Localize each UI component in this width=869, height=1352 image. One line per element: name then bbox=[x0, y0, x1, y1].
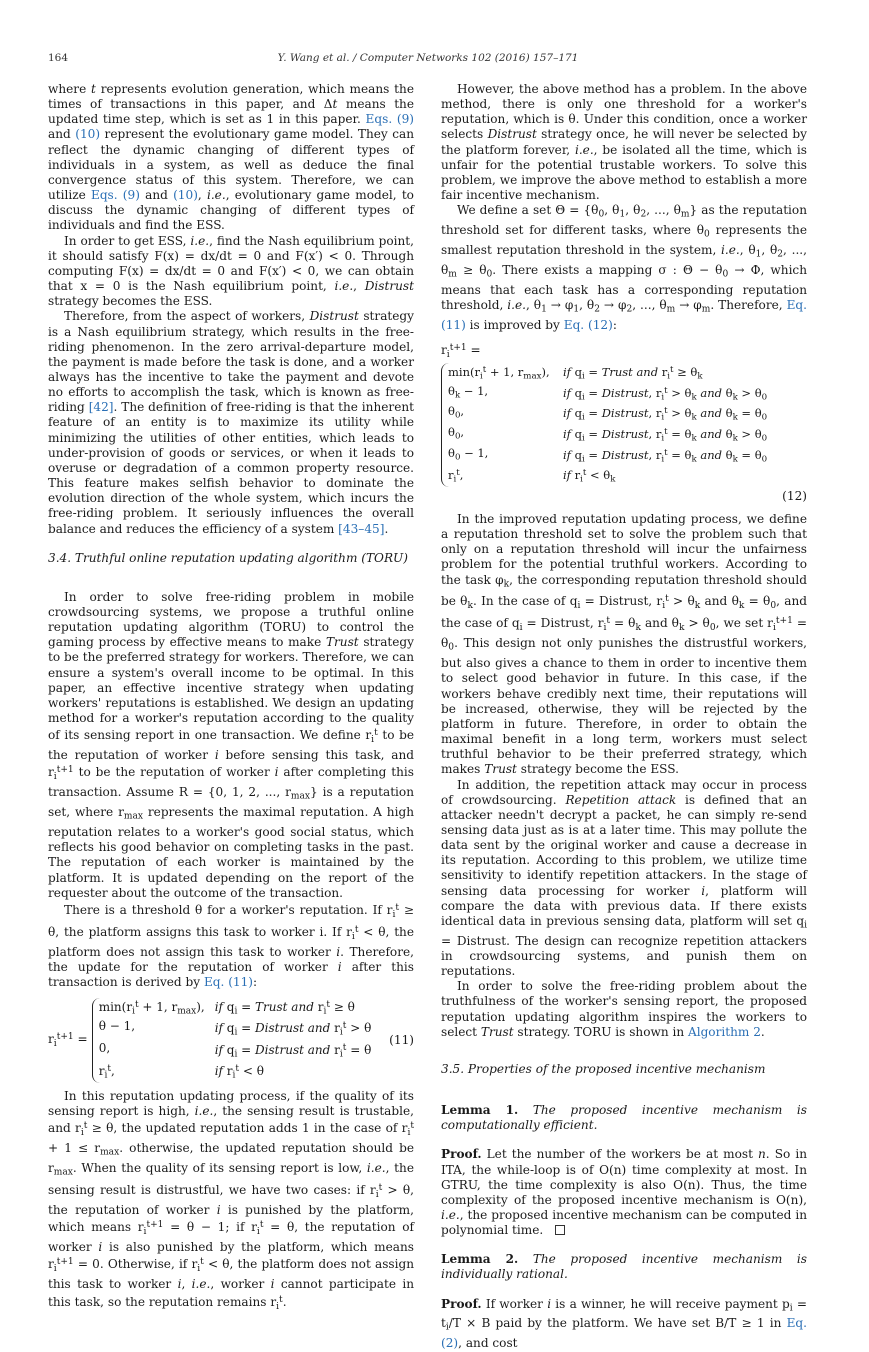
paragraph: In the improved reputation updating process, we define a reputation threshold set to solve the problem such that only on a reputation threshold will incur the unfairness problem for the potential truthful workers. According to the task $\varphi_k$, the corresponding reputation threshold should be $\theta_k$. In the case of $q_i$ = Distrust, $r_i^t > \theta_k$ and $\theta_k = \theta_0$, and the case of $q_i$ = Distrust, $r_i^t = \theta_k$ and $\theta_k > \theta_0$, we set $r_i^{t+1} = \theta_0$. This design not only punishes the distrustful workers, but also gives a chance to them in order to incentive them to select good behavior in future. In this case, if the workers behave credibly next time, their reputations will be increased, otherwise, they will be rejected by the platform in future. Therefore, in order to obtain the maximal benefit in a long term, workers must select truthful behavior to be their preferred strategy, which makes Trust strategy become the ESS. bbox=[441, 511, 807, 777]
equation-11: $r_i^{t+1}$ = $\min(r_i^t + 1$, $r_{max}$), if $q_i$ = Trust and $r_i^t \ge \theta$ θ − 1, if $q_i$ = Distrust and $r_i^t > \theta$ 0, if $q_i$ = Distrust and $r_i^t = \theta$ $r_i^t$, if $r_i^t < \theta$ (11) bbox=[48, 998, 414, 1083]
equation-link[interactable]: (10) bbox=[75, 127, 101, 142]
lemma: Lemma 2. The proposed incentive mechanism is individually rational. bbox=[441, 1252, 807, 1282]
reference-link[interactable]: [42] bbox=[88, 400, 114, 415]
equation-link[interactable]: Eq. (12) bbox=[563, 317, 613, 332]
paragraph: In order to solve the free-riding problem about the truthfulness of the worker's sensing report, the proposed reputation updating algorithm inspires the workers to select Trust strategy. TORU is shown in Algorithm 2. bbox=[441, 979, 807, 1039]
proof: Proof. If worker i is a winner, he will receive payment $p_i = t_i/T \times B$ paid by the platform. We have set B/T ≥ 1 in Eq. (2), and cost bbox=[441, 1296, 808, 1351]
equation-number: (11) bbox=[389, 1033, 414, 1048]
equation-link[interactable]: Eq. (2) bbox=[441, 1316, 807, 1351]
paragraph: We define a set $\Theta = \{\theta_0$, $\theta_1$, $\theta_2$, ..., $\theta_m$} as the reputation threshold set for different tasks, where $\theta_0$ represents the smallest reputation threshold in the system, i.e., $\theta_1$, $\theta_2$, ..., $\theta_m \ge \theta_0$. There exists a mapping σ : $\Theta - \theta_0 \to \Phi$, which means that each task has a corresponding reputation threshold, i.e., $\theta_1 \to \varphi_1$, $\theta_2 \to \varphi_2$, ..., $\theta_m \to \varphi_m$. Therefore, Eq. (11) is improved by Eq. (12): bbox=[441, 203, 807, 332]
paragraph: There is a threshold θ for a worker's reputation. If $r_i^t \ge \theta$, the platform assigns this task to worker i. If $r_i^t < \theta$, the platform does not assign this task to worker i. Therefore, the update for the reputation of worker i after this transaction is derived by Eq. (11): bbox=[48, 902, 414, 990]
page-number: 164 bbox=[48, 52, 69, 64]
journal-citation: Y. Wang et al. / Computer Networks 102 (2016) 157–171 bbox=[277, 52, 579, 64]
equation-link[interactable]: Eq. (11) bbox=[203, 975, 254, 990]
qed-icon bbox=[555, 1225, 565, 1235]
lemma: Lemma 1. The proposed incentive mechanism is computationally efficient. bbox=[441, 1103, 807, 1133]
paragraph: In addition, the repetition attack may occur in process of crowdsourcing. Repetition attack is defined that an attacker needn't decrypt a packet, he can simply re-send sensing data just as is at a later time. This may pollute the data sent by the original worker and cause a decrease in its reputation. According to this problem, we utilize time sensitivity to identify repetition attackers. In the stage of sensing data processing for worker i, platform will compare the data with previous data. If there exists identical data in previous sensing data, platform will set $q_i$ = Distrust. The design can recognize repetition attackers in crowdsourcing systems, and punish them on reputations. bbox=[441, 777, 807, 979]
paragraph: where t represents evolution generation, which means the times of transactions in this paper, and Δt means the updated time step, which is set as 1 in this paper. Eqs. (9) and (10) represent the evolutionary game model. They can reflect the dynamic changing of different types of individuals in a system, as well as deduce the final convergence status of this system. Therefore, we can utilize Eqs. (9) and (10), i.e., evolutionary game model, to discuss the dynamic changing of different types of individuals and find the ESS. bbox=[48, 82, 415, 233]
equation-link[interactable]: Eq. (11) bbox=[441, 297, 807, 332]
section-heading: 3.5. Properties of the proposed incentive mechanism bbox=[441, 1061, 766, 1076]
algorithm-link[interactable]: Algorithm 2 bbox=[687, 1024, 761, 1039]
equation-12: $r_i^{t+1}$ = $\min(r_i^t + 1$, $r_{max}$), if $q_i$ = Trust and $r_i^t \ge \theta_k$ $\theta_k - 1$, if $q_i$ = Distrust, $r_i^t > \theta_k$ and $\theta_k > \theta_0$ $\theta_0$, if $q_i$ = Distrust, $r_i^t > \theta_k$ and $\theta_k = \theta_0$ $\theta_0$, if $q_i$ = Distrust, $r_i^t = \theta_k$ and $\theta_k > \theta_0$ $\theta_0 - 1$, if $q_i$ = Distrust, $r_i^t = \theta_k$ and $\theta_k = \theta_0$ $r_i^t$, if $r_i^t < \theta_k$ (12) bbox=[441, 342, 807, 503]
left-column bbox=[48, 82, 414, 1314]
proof: Proof. Let the number of the workers be at most n. So in ITA, the while-loop is of O(n) time complexity at most. In GTRU, the time complexity is also O(n). Thus, the time complexity of the proposed incentive mechanism is O(n), i.e., the proposed incentive mechanism can be computed in polynomial time. bbox=[441, 1147, 807, 1238]
equation-link[interactable]: Eqs. (9) bbox=[365, 112, 414, 127]
paragraph: In this reputation updating process, if the quality of its sensing report is high, i.e., the sensing result is trustable, and $r_i^t \ge \theta$, the updated reputation adds 1 in the case of $r_i^t + 1 \le r_{max}$. otherwise, the updated reputation should be $r_{max}$. When the quality of its sensing report is low, i.e., the sensing result is distrustful, we have two cases: if $r_i^t > \theta$, the reputation of worker i is punished by the platform, which means $r_i^{t+1} = \theta - 1$; if $r_i^t = \theta$, the reputation of worker i is also punished by the platform, which means $r_i^{t+1} = 0$. Otherwise, if $r_i^t < \theta$, the platform does not assign this task to worker i, i.e., worker i cannot participate in this task, so the reputation remains $r_i^t$. bbox=[48, 1089, 415, 1312]
equation-link[interactable]: (10) bbox=[173, 188, 198, 203]
paragraph: However, the above method has a problem. In the above method, there is only one threshold for a worker's reputation, which is θ. Under this condition, once a worker selects Distrust strategy once, he will never be selected by the platform forever, i.e., be isolated all the time, which is unfair for the potential trustable workers. To solve this problem, we improve the above method to establish a more fair incentive mechanism. bbox=[441, 82, 807, 203]
right-column bbox=[441, 82, 807, 1352]
equation-link[interactable]: Eqs. (9) bbox=[90, 188, 140, 203]
equation-number: (12) bbox=[782, 488, 807, 503]
paragraph: Therefore, from the aspect of workers, Distrust strategy is a Nash equilibrium strategy, which results in the free-riding phenomenon. In the zero arrival-departure model, the payment is made before the task is done, and a worker always has the incentive to take the payment and devote no efforts to accomplish the task, which is known as free-riding [42]. The definition of free-riding is that the inherent feature of an entity is to maximize its utility while minimizing the utilities of other entities, which leads to under-provision of goods or services, or when it leads to overuse or degradation of a common property resource. This feature makes selfish behavior to dominate the evolution direction of the whole system, which incurs the free-riding problem. It seriously influences the overall balance and reduces the efficiency of a system [43–45]. bbox=[48, 309, 414, 536]
paragraph: In order to solve free-riding problem in mobile crowdsourcing systems, we propose a truthful online reputation updating algorithm (TORU) to control the gaming process by effective means to make Trust strategy to be the preferred strategy for workers. Therefore, we can ensure a system's overall income to be optimal. In this paper, an effective incentive strategy when updating workers' reputations is established. We design an updating method for a worker's reputation according to the quality of its sensing report in one transaction. We define $r_i^t$ to be the reputation of worker i before sensing this task, and $r_i^{t+1}$ to be the reputation of worker i after completing this transaction. Assume R = {0, 1, 2, ..., $r_{max}$} is a reputation set, where $r_{max}$ represents the maximal reputation. A high reputation relates to a worker's good social status, which reflects his good behavior on completing tasks in the past. The reputation of each worker is maintained by the platform. It is updated depending on the report of the requester about the outcome of the transaction. bbox=[48, 589, 415, 900]
paragraph: In order to get ESS, i.e., find the Nash equilibrium point, it should satisfy F(x) = dx/dt = 0 and F(x′) < 0. Through computing F(x) = dx/dt = 0 and F(x′) < 0, we can obtain that x = 0 is the Nash equilibrium point, i.e., Distrust strategy becomes the ESS. bbox=[48, 233, 415, 309]
reference-link[interactable]: [43–45] bbox=[338, 521, 385, 536]
section-heading: 3.4. Truthful online reputation updating algorithm (TORU) bbox=[48, 550, 408, 565]
